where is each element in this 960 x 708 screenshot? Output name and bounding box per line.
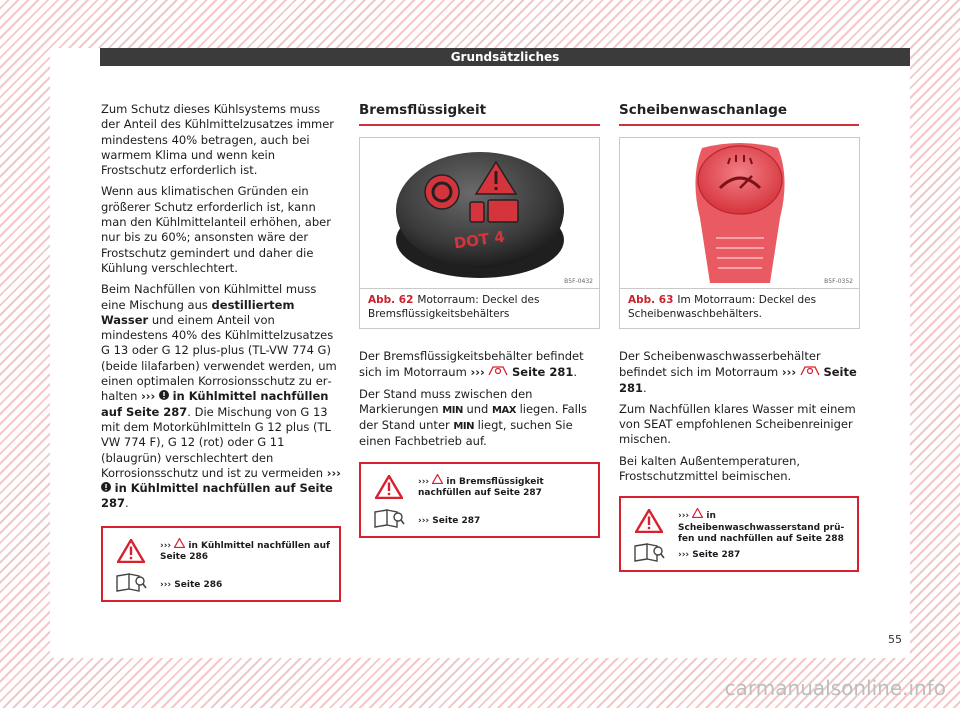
page-reference[interactable]: ››› Seite 286 [160, 579, 223, 590]
column-washer [619, 100, 859, 572]
cross-reference-link[interactable]: in Kühlmittel nachfüllen auf Seite 287 [101, 389, 329, 419]
warning-box [619, 496, 859, 572]
dot4-label: DOT 4 [452, 227, 506, 253]
engine-compartment-icon [488, 364, 508, 376]
chevron-icon: ››› [326, 465, 341, 480]
section-title: Bremsflüssigkeit [359, 100, 600, 126]
page-reference[interactable]: ››› Seite 287 [418, 515, 481, 526]
cross-reference-link[interactable]: Seite 281 [512, 365, 574, 380]
brake-fluid-cap-image [360, 138, 599, 288]
warning-triangle-icon [117, 539, 145, 563]
paragraph: Der Scheibenwaschwasserbehälter befindet sich im Motorraum ››› Seite 281. [619, 349, 857, 395]
paragraph: Zum Nachfüllen klares Wasser mit einem von SEAT empfohlenen Scheibenreiniger mischen. [619, 401, 856, 447]
book-icon [373, 508, 405, 528]
figure-caption: Abb. 62 Motorraum: Deckel des Bremsflüssigkeitsbehälters [359, 288, 600, 329]
figure-id: B5F-0432 [564, 278, 593, 285]
warning-reference[interactable]: ››› in Bremsflüssigkeit nachfüllen auf Seite 287 [418, 474, 588, 500]
paragraph: Der Stand muss zwischen den Markierungen MIN und MAX liegen. Falls der Stand unter MIN liegt, suchen Sie einen Fachbetrieb auf. [359, 386, 588, 449]
cross-reference-link[interactable]: Seite 281 [619, 365, 857, 395]
page-reference[interactable]: ››› Seite 287 [678, 550, 741, 561]
warning-circle-icon [159, 390, 169, 400]
warning-triangle-icon [692, 508, 703, 518]
engine-compartment-icon [800, 364, 820, 376]
washer-cap-figure [619, 137, 860, 288]
paragraph: Bei kalten Außentemperaturen, Frostschutzmittel beimischen. [619, 453, 801, 484]
chevron-icon: ››› [781, 365, 797, 380]
warning-reference[interactable]: ››› in Scheibenwaschwasserstand prüfen und nachfüllen auf Seite 288 [678, 508, 848, 546]
washer-cap-image [620, 138, 859, 288]
warning-circle-icon [101, 482, 111, 492]
page [50, 48, 910, 658]
brake-symbol-icon [425, 175, 459, 209]
page-number: 55 [888, 633, 902, 646]
watermark: carmanualsonline.info [724, 676, 946, 700]
book-icon [633, 542, 665, 562]
warning-reference[interactable]: ››› in Kühlmittel nachfüllen auf Seite 286 [160, 538, 330, 564]
warning-triangle-icon [432, 474, 443, 484]
paragraph: Der Bremsflüssigkeitsbehälter befindet sich im Motorraum ››› Seite 281. [359, 349, 584, 380]
warning-box [101, 526, 341, 602]
warning-box [359, 462, 600, 538]
warning-triangle-icon [375, 475, 403, 499]
column-brake-fluid [359, 100, 600, 538]
chevron-icon: ››› [141, 389, 156, 404]
min-mark: MIN [442, 404, 463, 416]
chevron-icon: ››› [470, 365, 485, 380]
section-title: Scheibenwaschanlage [619, 100, 859, 126]
max-mark: MAX [492, 404, 516, 416]
paragraph: Wenn aus klimatischen Gründen ein größerer Schutz erforderlich ist, kann man den Kühlmittelanteil erhöhen, aber nur bis zu 60%; ansonsten wäre der Frostschutz gemindert und daher die Kühlung verschlechtert. [101, 184, 331, 275]
figure-label: Abb. 63 [628, 294, 674, 306]
book-icon [115, 572, 147, 592]
min-mark: MIN [453, 421, 474, 433]
paragraph: Zum Schutz dieses Kühlsystems muss der Anteil des Kühlmittelzusatzes immer mindestens 40% betragen, auch bei warmem Klima und wenn kein Frostschutz erforderlich ist. [101, 102, 335, 178]
warning-triangle-icon [635, 509, 663, 533]
cross-reference-link[interactable]: in Kühlmittel nachfüllen auf Seite 287 [101, 481, 333, 511]
section-header: Grundsätzliches [100, 48, 910, 66]
paragraph: Beim Nachfüllen von Kühlmittel muss eine Mischung aus destilliertem Wasser und einem Anteil von mindestens 40% des Kühlmittelzusatzes G 13 oder G 12 plus-plus (TL-VW 774 G) (beide lilafarben) verwendet werden, um einen optimalen Korrosionsschutz zu erhalten ››› in Kühlmittel nachfüllen auf Seite 287. Die Mischung von G 13 mit dem Motorkühlmitteln G 12 plus (TL VW 774 F), G 12 (rot) oder G 11 (blaugrün) verschlechtert den Korrosionsschutz und ist zu vermeiden ››› in Kühlmittel nachfüllen auf Seite 287. [101, 282, 341, 511]
figure-label: Abb. 62 [368, 294, 414, 306]
figure-id: B5F-0352 [824, 278, 853, 285]
brake-fluid-cap-figure [359, 137, 600, 288]
warning-triangle-icon [174, 538, 185, 548]
column-coolant [101, 102, 341, 602]
bold-term: destilliertem Wasser [101, 297, 295, 327]
figure-caption: Abb. 63 Im Motorraum: Deckel des Scheibenwaschbehälters. [619, 288, 860, 329]
